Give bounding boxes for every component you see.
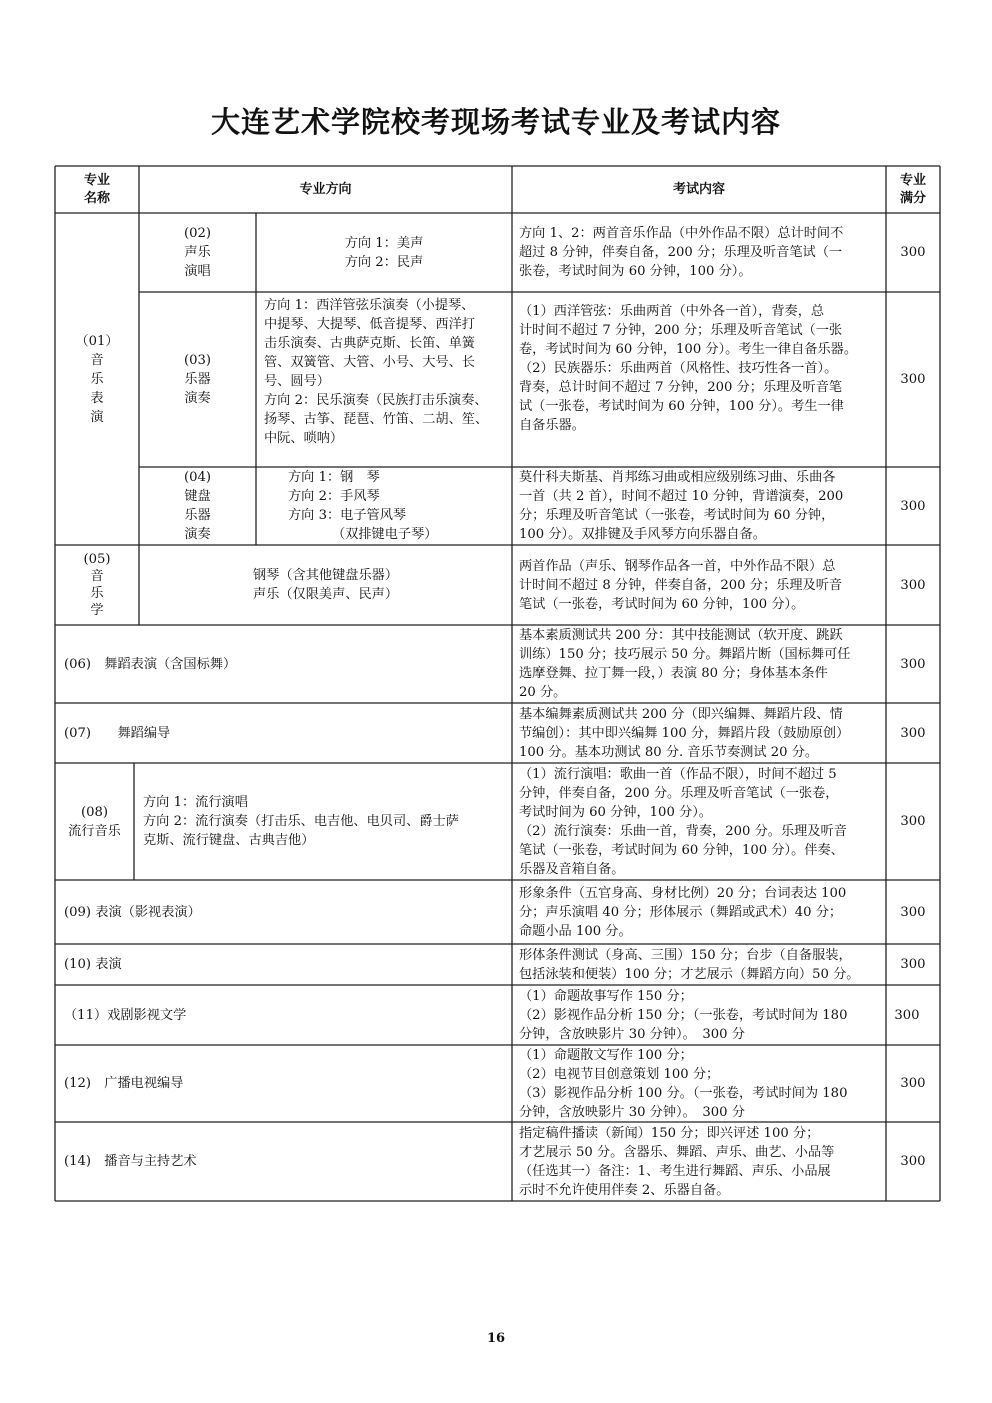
film-acting-name: (09) 表演（影视表演） [64, 904, 201, 920]
vocal-content: 方向 1、2：两首音乐作品（中外作品不限）总计时间不 超过 8 分钟，伴奏自备，200 分；乐理及听音笔试（一 张卷，考试时间为 60 分钟，100 分）。 [519, 226, 844, 279]
keyboard-score: 300 [900, 498, 926, 514]
header-score: 专业 满分 [899, 172, 926, 206]
dance-performance-name: (06) 舞蹈表演（含国标舞） [64, 656, 237, 672]
vocal-directions: 方向 1：美声 方向 2：民声 [344, 235, 424, 270]
broadcast-directing-score: 300 [900, 1076, 926, 1091]
choreography-name: (07) 舞蹈编导 [64, 725, 171, 741]
instrument-score: 300 [900, 372, 926, 387]
music-performance-name: （01） 音 乐 表 演 [75, 333, 119, 425]
acting-name: (10) 表演 [64, 957, 122, 972]
broadcast-directing-content: （1）命题散文写作 100 分； （2）电视节目创意策划 100 分； （3）影视作品分析 100 分。（一张卷，考试时间为 180 分钟，含放映影片 30 分钟）。 300 分 [519, 1047, 848, 1120]
musicology-name: (05) 音 乐 学 [83, 552, 111, 618]
vocal-score: 300 [900, 245, 926, 260]
choreography-content: 基本编舞素质测试共 200 分（即兴编舞、舞蹈片段、情 节编创）：其中即兴编舞 100 分，舞蹈片段（鼓励原创） 100 分。基本功测试 80 分. 音乐节奏测试 20 分。 [519, 706, 850, 760]
header-direction: 专业方向 [299, 181, 352, 197]
keyboard-directions: 方向 1：钢 琴 方向 2：手风琴 方向 3：电子管风琴 （双排键电子琴） [288, 470, 438, 542]
instrument-directions: 方向 1：西洋管弦乐演奏（小提琴、 中提琴、大提琴、低音提琴、西洋打 击乐演奏、古典萨克斯、长笛、单簧 管、双簧管、大管、小号、大号、长 号、圆号） 方向 2：民乐演奏（民族打击乐演奏、 扬琴、古筝、琵琶、竹笛、二胡、笙、 中阮、唢呐） [264, 298, 489, 446]
dance-performance-content: 基本素质测试共 200 分：其中技能测试（软开度、跳跃 训练）150 分；技巧展示 50 分。舞蹈片断（国标舞可任 选摩登舞、拉丁舞一段，）表演 80 分；身体基本条件 20 分。 [519, 628, 851, 700]
page-number: 16 [486, 1331, 506, 1346]
header-content: 考试内容 [672, 181, 725, 197]
film-acting-content: 形象条件（五官身高、身材比例）20 分；台词表达 100 分；声乐演唱 40 分；形体展示（舞蹈或武术）40 分； 命题小品 100 分。 [519, 885, 847, 939]
dance-performance-score: 300 [900, 656, 926, 672]
choreography-score: 300 [900, 725, 926, 741]
broadcast-directing-name: (12) 广播电视编导 [64, 1076, 184, 1091]
header-name: 专业 名称 [83, 172, 110, 206]
instrument-code: (03) 乐器 演奏 [183, 353, 212, 406]
instrument-content: （1）西洋管弦：乐曲两首（中外各一首），背奏，总 计时间不超过 7 分钟，200 分；乐理及听音笔试（一张 卷，考试时间为 60 分钟，100 分）。考生一律自备乐器。 （2）民族器乐：乐曲两首（风格性、技巧性各一首）。 背奏，总计时间不超过 7 分钟，200 分；乐理及听音笔 试（一张卷，考试时间为 60 分钟，100 分）。考生一律 自备乐器。 [519, 303, 858, 433]
drama-literature-score: 300 [894, 1007, 920, 1023]
pop-music-name: (08) 流行音乐 [68, 804, 121, 839]
musicology-directions: 钢琴（含其他键盘乐器） 声乐（仅限美声、民声） [252, 568, 399, 602]
keyboard-content: 莫什科夫斯基、肖邦练习曲或相应级别练习曲、乐曲各 一首（共 2 首），时间不超过 10 分钟，背谱演奏，200 分；乐理及听音笔试（一张卷，考试时间为 60 分钟， 100 分）。双排键及手风琴方向乐器自备。 [519, 470, 844, 542]
page-title: 大连艺术学院校考现场考试专业及考试内容 [210, 105, 781, 139]
vocal-code: (02) 声乐 演唱 [183, 226, 212, 279]
musicology-score: 300 [900, 577, 926, 593]
film-acting-score: 300 [900, 904, 926, 920]
drama-literature-content: （1）命题故事写作 150 分； （2）影视作品分析 150 分；（一张卷，考试时间为 180 分钟，含放映影片 30 分钟）。 300 分 [519, 988, 848, 1042]
keyboard-code: (04) 键盘 乐器 演奏 [183, 470, 212, 542]
announcing-name: (14) 播音与主持艺术 [64, 1154, 197, 1169]
musicology-content: 两首作品（声乐、钢琴作品各一首，中外作品不限）总 计时间不超过 8 分钟，伴奏自备，200 分；乐理及听音 笔试（一张卷，考试时间为 60 分钟，100 分）。 [519, 558, 843, 612]
announcing-score: 300 [900, 1154, 926, 1169]
acting-content: 形体条件测试（身高、三围）150 分；台步（自备服装， 包括泳装和便装）100 分；才艺展示（舞蹈方向）50 分。 [519, 947, 860, 982]
acting-score: 300 [900, 957, 926, 972]
pop-music-score: 300 [900, 814, 926, 829]
announcing-content: 指定稿件播读（新闻）150 分；即兴评述 100 分； 才艺展示 50 分。含器乐、舞蹈、声乐、曲艺、小品等 （任选其一）备注：1、考生进行舞蹈、声乐、小品展 示时不允许使用伴奏 2、乐器自备。 [519, 1125, 835, 1198]
pop-music-content: （1）流行演唱：歌曲一首（作品不限），时间不超过 5 分钟，伴奏自备，200 分。乐理及听音笔试（一张卷， 考试时间为 60 分钟，100 分）。 （2）流行演奏：乐曲一首，背奏，200 分。乐理及听音 笔试（一张卷，考试时间为 60 分钟，100 分）。伴奏、 乐器及音箱自备。 [519, 766, 847, 877]
drama-literature-name: （11）戏剧影视文学 [64, 1007, 187, 1023]
pop-music-directions: 方向 1：流行演唱 方向 2：流行演奏（打击乐、电吉他、电贝司、爵士萨 克斯、流行键盘、古典吉他） [143, 795, 459, 848]
